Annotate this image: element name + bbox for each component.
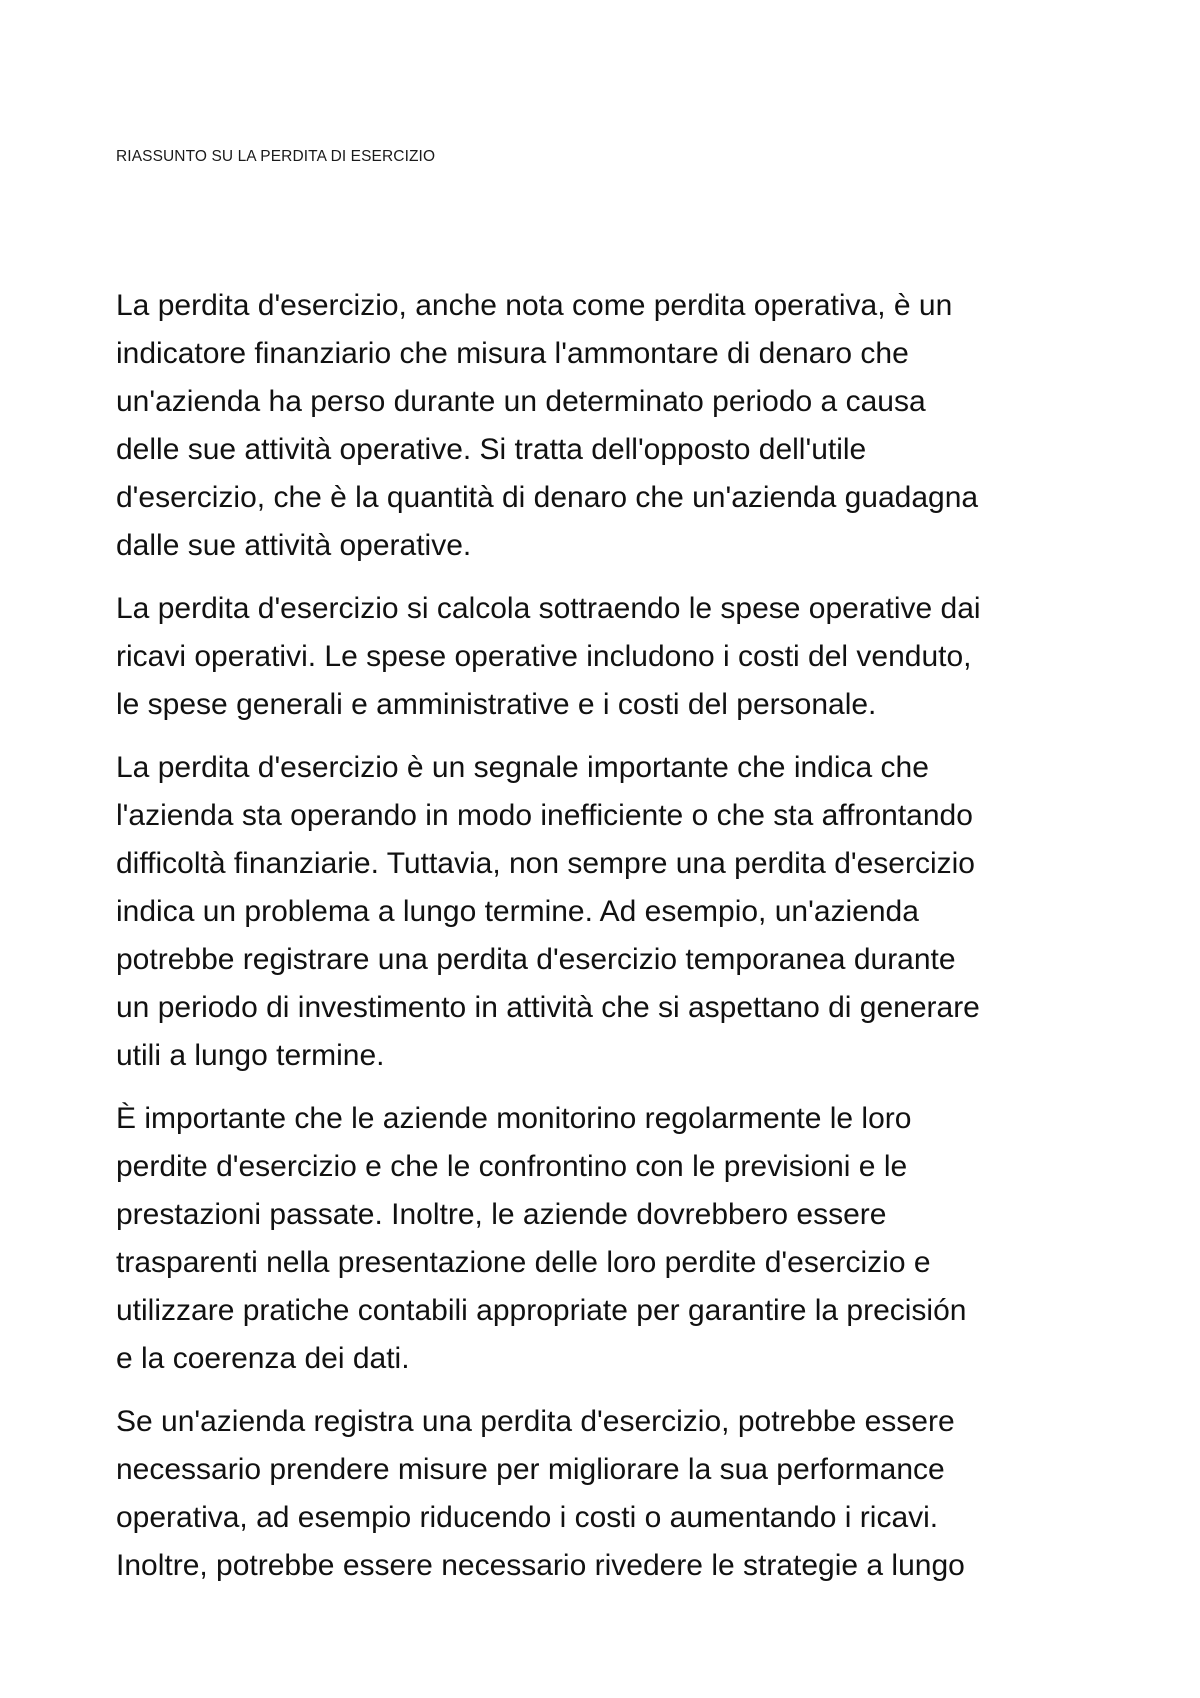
paragraph-5 <box>116 1398 1096 1590</box>
text-line: necessario prendere misure per migliorare la sua performance <box>116 1453 945 1486</box>
text-line: È importante che le aziende monitorino regolarmente le loro <box>116 1102 912 1135</box>
document-title: RIASSUNTO SU LA PERDITA DI ESERCIZIO <box>116 148 436 165</box>
text-line: prestazioni passate. Inoltre, le aziende dovrebbero essere <box>116 1198 887 1231</box>
paragraph-1 <box>116 282 1096 570</box>
text-line: un'azienda ha perso durante un determinato periodo a causa <box>116 385 926 418</box>
text-line: operativa, ad esempio riducendo i costi o aumentando i ricavi. <box>116 1501 939 1534</box>
text-line: d'esercizio, che è la quantità di denaro che un'azienda guadagna <box>116 481 979 514</box>
paragraph-2 <box>116 585 1096 729</box>
text-line: trasparenti nella presentazione delle loro perdite d'esercizio e <box>116 1246 931 1279</box>
text-line: ricavi operativi. Le spese operative includono i costi del venduto, <box>116 640 972 673</box>
text-line: indicatore finanziario che misura l'ammontare di denaro che <box>116 337 909 370</box>
text-line: dalle sue attività operative. <box>116 529 472 562</box>
text-line: e la coerenza dei dati. <box>116 1342 410 1375</box>
text-line: difficoltà finanziarie. Tuttavia, non sempre una perdita d'esercizio <box>116 847 975 880</box>
text-line: Se un'azienda registra una perdita d'esercizio, potrebbe essere <box>116 1405 955 1438</box>
text-line: perdite d'esercizio e che le confrontino con le previsioni e le <box>116 1150 908 1183</box>
text-line: La perdita d'esercizio, anche nota come perdita operativa, è un <box>116 289 953 322</box>
text-line: indica un problema a lungo termine. Ad esempio, un'azienda <box>116 895 919 928</box>
text-line: Inoltre, potrebbe essere necessario rivedere le strategie a lungo <box>116 1549 965 1582</box>
document-body <box>116 282 1096 1605</box>
text-line: potrebbe registrare una perdita d'esercizio temporanea durante <box>116 943 956 976</box>
text-line: delle sue attività operative. Si tratta dell'opposto dell'utile <box>116 433 867 466</box>
text-line: utilizzare pratiche contabili appropriate per garantire la precisión <box>116 1294 967 1327</box>
text-line: utili a lungo termine. <box>116 1039 385 1072</box>
text-line: La perdita d'esercizio è un segnale importante che indica che <box>116 751 929 784</box>
text-line: le spese generali e amministrative e i costi del personale. <box>116 688 877 721</box>
text-line: un periodo di investimento in attività che si aspettano di generare <box>116 991 980 1024</box>
text-line: La perdita d'esercizio si calcola sottraendo le spese operative dai <box>116 592 981 625</box>
paragraph-3 <box>116 744 1096 1080</box>
paragraph-4 <box>116 1095 1096 1383</box>
text-line: l'azienda sta operando in modo inefficiente o che sta affrontando <box>116 799 973 832</box>
